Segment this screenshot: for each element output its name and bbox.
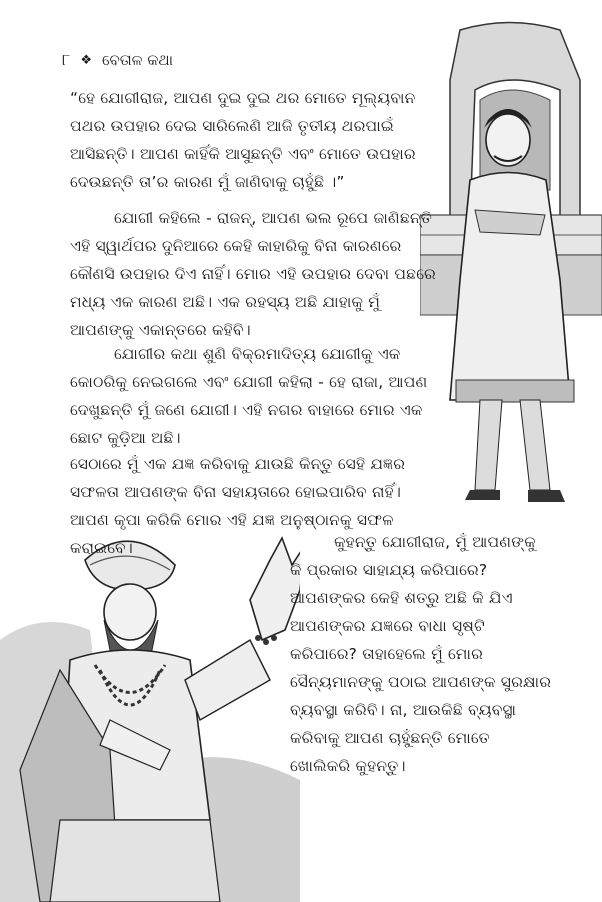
yogi-illustration [0,520,300,902]
paragraph-text: “ହେ ଯୋଗୀରାଜ, ଆପଣ ଦୁଇ ଦୁଇ ଥର ମୋତେ ମୂଲ୍ୟବାନ ପଥର ଉପହାର ଦେଇ ସାରିଲେଣି ଆଜି ତୃତୀୟ ଥରପାଇଁ ଆସିଛନ୍ତି। ଆପଣ କାହିଁକି ଆସୁଛନ୍ତି ଏବଂ ମୋତେ ଉପହାର ଦେଉଛନ୍ତି ତା’ର କାରଣ ମୁଁ ଜାଣିବାକୁ ଚାହୁଁଛି ।” [70,89,416,191]
paragraph-4 [290,528,552,780]
page-header [62,50,173,70]
page-number: ୮ [62,50,71,69]
diamond-separator-icon: ❖ [80,52,93,68]
paragraph-text: ଯୋଗୀର କଥା ଶୁଣି ବିକ୍ରମାଦିତ୍ୟ ଯୋଗୀକୁ ଏକ କୋଠରିକୁ ନେଇଗଲେ ଏବଂ ଯୋଗୀ କହିଲା - ହେ ରାଜା, ଆପଣ ଦେଖୁଛନ୍ତି ମୁଁ ଜଣେ ଯୋଗୀ। ଏହି ନଗର ବାହାରେ ମୋର ଏକ ଛୋଟ କୁଡ଼ିଆ ଅଛି। [70,345,428,447]
book-title: ବେତାଳ କଥା [102,51,174,69]
king-illustration [420,20,602,520]
paragraph-3 [70,340,440,452]
paragraph-text: ଯୋଗୀ କହିଲେ - ରାଜନ୍, ଆପଣ ଭଲ ରୂପେ ଜାଣିଛନ୍ତି ଏହି ସ୍ୱାର୍ଥପର ଦୁନିଆରେ କେହି କାହାରିକୁ ବିନା କାରଣରେ କୌଣସି ଉପହାର ଦିଏ ନାହିଁ। ମୋର ଏହି ଉପହାର ଦେବା ପଛରେ ମଧ୍ୟ ଏକ କାରଣ ଅଛି। ଏକ ରହସ୍ୟ ଅଛି ଯାହାକୁ ମୁଁ ଆପଣଙ୍କୁ ଏକାନ୍ତରେ କହିବି। [70,209,436,339]
paragraph-text: ସେଠାରେ ମୁଁ ଏକ ଯଜ୍ଞ କରିବାକୁ ଯାଉଛି କିନ୍ତୁ ସେହି ଯଜ୍ଞର ସଫଳତା ଆପଣଙ୍କ ବିନା ସହାୟତାରେ ହୋଇପାରିବ ନାହିଁ। ଆପଣ କୃପା କରିକି ମୋର ଏହି ଯଜ୍ଞ ଅନୁଷ୍ଠାନକୁ ସଫଳ କରାଇବେ। [70,455,406,557]
paragraph-text: କୁହନ୍ତୁ ଯୋଗୀରାଜ, ମୁଁ ଆପଣଙ୍କୁ କି ପ୍ରକାର ସାହାଯ୍ୟ କରିପାରେ? ଆପଣଙ୍କର କେହି ଶତ୍ରୁ ଅଛି କି ଯିଏ ଆପଣଙ୍କର ଯଜ୍ଞରେ ବାଧା ସୃଷ୍ଟି କରିପାରେ? ତାହାହେଲେ ମୁଁ ମୋର ସୈନ୍ୟମାନଙ୍କୁ ପଠାଇ ଆପଣଙ୍କ ସୁରକ୍ଷାର ବ୍ୟବସ୍ଥା କରିବି। ନା, ଆଉକିଛି ବ୍ୟବସ୍ଥା କରିବାକୁ ଆପଣ ଚାହୁଁଛନ୍ତି ମୋତେ ଖୋଲିକରି କୁହନ୍ତୁ। [290,533,552,775]
paragraph-2 [70,204,440,344]
paragraph-1 [70,84,440,196]
